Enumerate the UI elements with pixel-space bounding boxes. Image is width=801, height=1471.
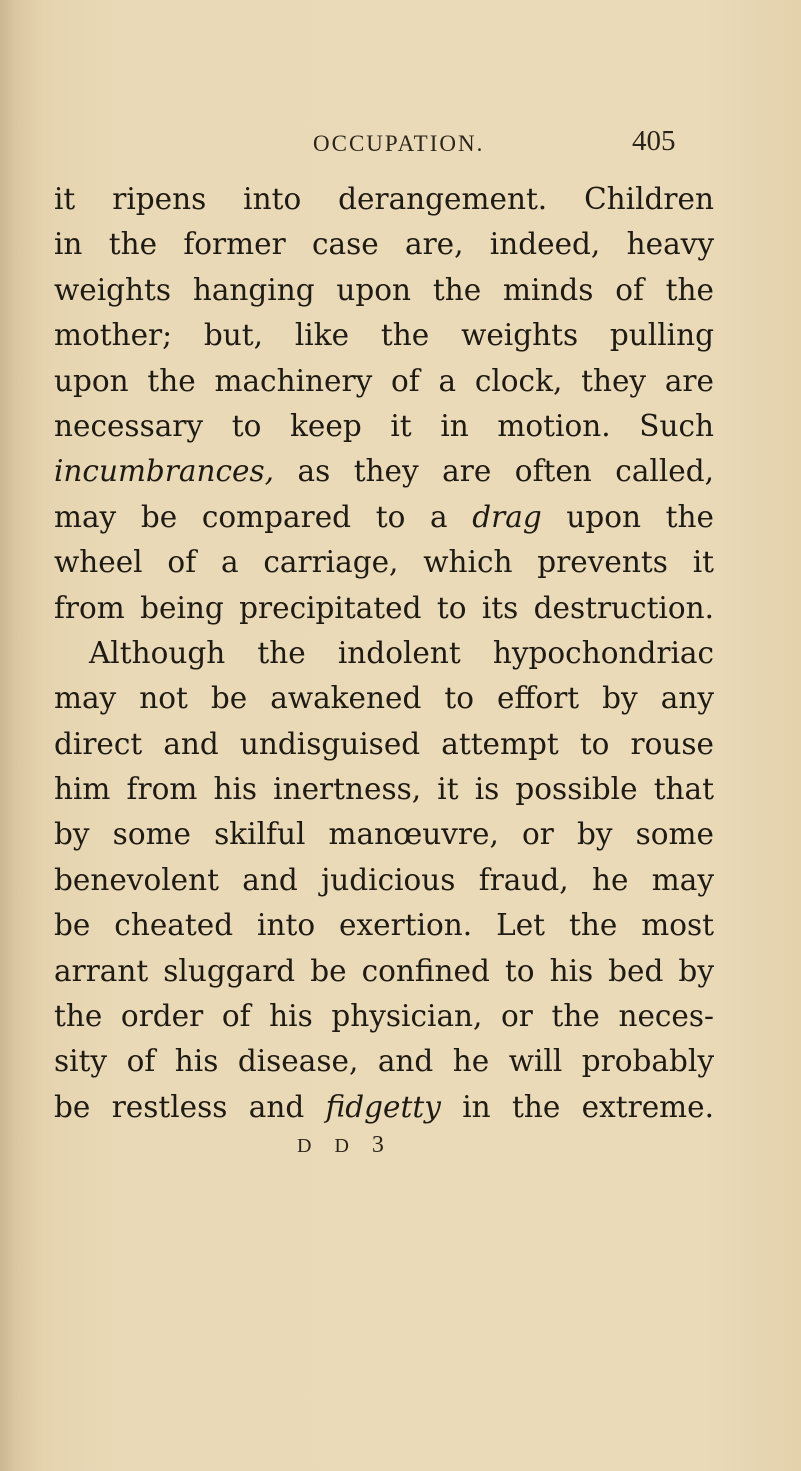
text-line: be cheated into exertion. Let the most	[54, 908, 714, 943]
text-line: Although the indolent hypochondriac	[89, 635, 714, 670]
text-line: be restless and fidgetty in the extreme.	[54, 1089, 714, 1124]
text-line: wheel of a carriage, which prevents it	[54, 545, 714, 580]
text-line: may be compared to a drag upon the	[54, 499, 714, 534]
text-line: weights hanging upon the minds of the	[54, 272, 714, 307]
italic-word: fidgetty	[325, 1089, 441, 1124]
text-line: him from his inertness, it is possible that	[54, 772, 714, 807]
text-line: sity of his disease, and he will probably	[54, 1044, 714, 1079]
text-line: direct and undisguised attempt to rouse	[54, 726, 714, 761]
text-line: incumbrances, as they are often called,	[54, 454, 714, 489]
text-line: necessary to keep it in motion. Such	[54, 408, 714, 443]
signature-mark	[297, 1132, 384, 1159]
text-line: from being precipitated to its destruction.	[54, 590, 714, 625]
body-text	[54, 177, 714, 1130]
italic-word: incumbrances,	[54, 454, 274, 489]
running-head: OCCUPATION.	[313, 131, 485, 156]
text-line: may not be awakened to effort by any	[54, 681, 714, 716]
text-line: benevolent and judicious fraud, he may	[54, 862, 714, 897]
signature-letters: D D	[297, 1135, 358, 1157]
text-line: upon the machinery of a clock, they are	[54, 363, 714, 398]
text-line: arrant sluggard be confined to his bed by	[54, 953, 714, 988]
text-line: in the former case are, indeed, heavy	[54, 227, 714, 262]
text-line: it ripens into derangement. Children	[54, 182, 714, 216]
page-header	[0, 125, 801, 165]
signature-number: 3	[371, 1132, 384, 1158]
text-line: by some skilful manœuvre, or by some	[54, 817, 714, 852]
text-line: the order of his physician, or the neces-	[54, 999, 714, 1034]
page-number: 405	[632, 125, 676, 157]
text-line: mother; but, like the weights pulling	[54, 318, 714, 353]
italic-word: drag	[472, 499, 542, 534]
